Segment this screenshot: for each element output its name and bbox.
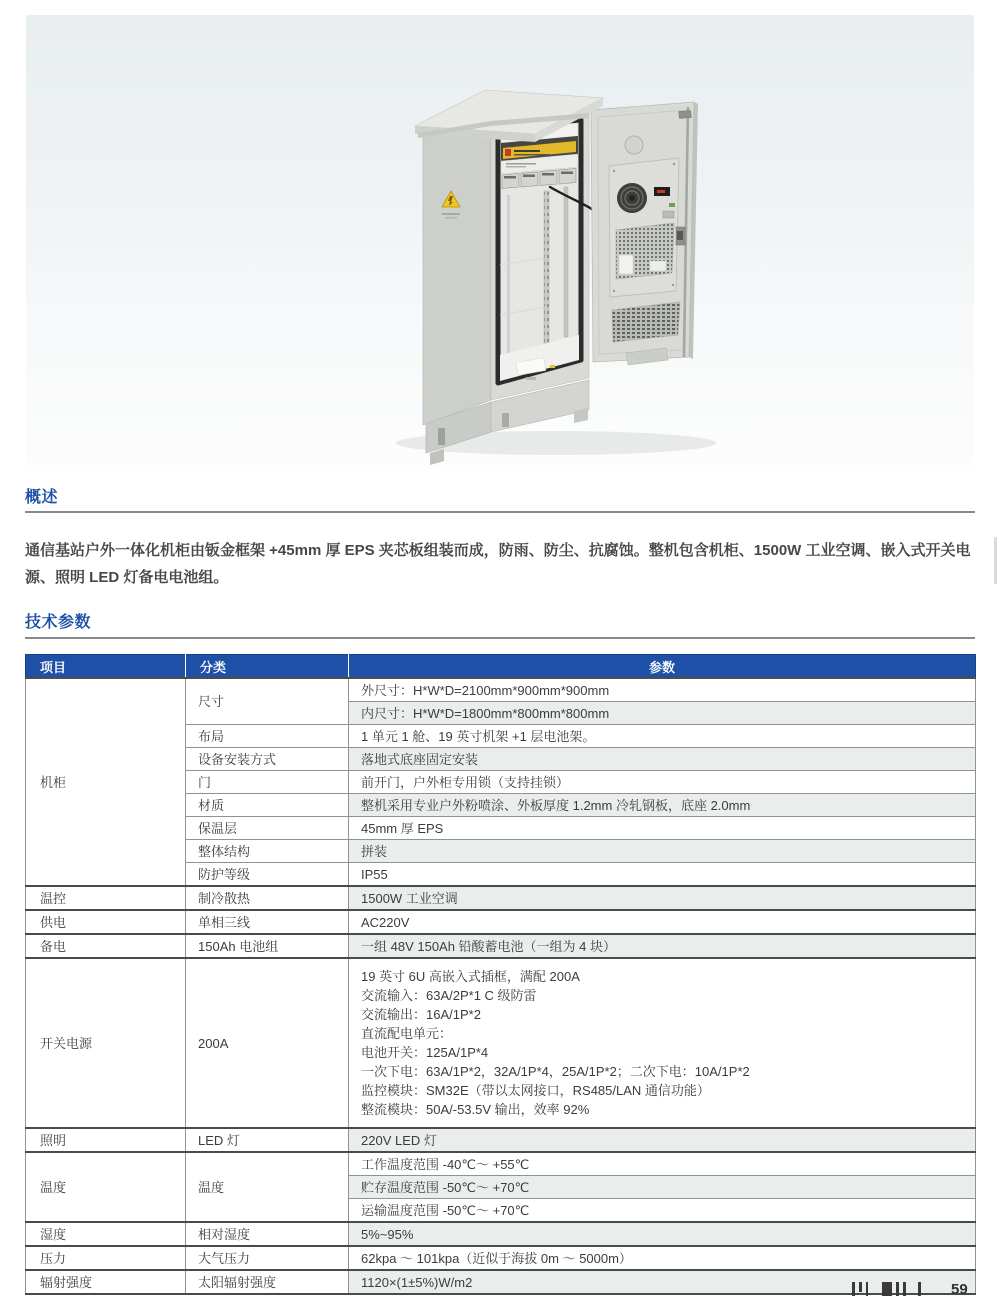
spec-item-cell: 温度 xyxy=(26,1152,186,1222)
spec-param-line: 一次下电：63A/1P*2，32A/1P*4，25A/1P*2；二次下电：10A/1P*2 xyxy=(361,1064,750,1079)
spec-param-cell: 一组 48V 150Ah 铅酸蓄电池（一组为 4 块） xyxy=(349,934,976,958)
product-photo xyxy=(26,15,974,470)
specs-heading-rule xyxy=(25,637,975,639)
spec-category-cell: 单相三线 xyxy=(186,910,349,934)
spec-item-cell: 照明 xyxy=(26,1128,186,1152)
spec-param-cell: 工作温度范围 -40℃～ +55℃ xyxy=(349,1152,976,1176)
spec-param-cell: 62kpa ～ 101kpa（近似于海拔 0m ～ 5000m） xyxy=(349,1246,976,1270)
spec-category-cell: 尺寸 xyxy=(186,678,349,725)
footer-wordmark xyxy=(852,1282,921,1296)
overview-paragraph: 通信基站户外一体化机柜由钣金框架 +45mm 厚 EPS 夹芯板组装而成，防雨、防尘、抗腐蚀。整机包含机柜、1500W 工业空调、嵌入式开关电源、照明 LED 灯备电电池组。 xyxy=(25,542,971,586)
spec-param-line: 19 英寸 6U 高嵌入式插框，满配 200A xyxy=(361,969,580,984)
spec-param-line: 交流输入：63A/2P*1 C 级防雷 xyxy=(361,988,537,1003)
spec-param-cell: 落地式底座固定安装 xyxy=(349,748,976,771)
spec-item-cell: 辐射强度 xyxy=(26,1270,186,1294)
specs-heading: 技术参数 xyxy=(25,614,92,631)
spec-param-cell: 内尺寸：H*W*D=1800mm*800mm*800mm xyxy=(349,702,976,725)
ac-connector xyxy=(663,211,674,218)
spec-category-cell: 整体结构 xyxy=(186,840,349,863)
overview-heading: 概述 xyxy=(25,489,59,506)
overview-heading-rule xyxy=(25,511,975,513)
spec-item-cell: 机柜 xyxy=(26,678,186,886)
spec-category-cell: 相对湿度 xyxy=(186,1222,349,1246)
spec-param-cell: 拼装 xyxy=(349,840,976,863)
ac-display xyxy=(654,187,670,196)
spec-param-cell: 1120×(1±5%)W/m2 xyxy=(349,1270,976,1294)
air-conditioner xyxy=(609,158,679,297)
spec-param-line: 直流配电单元： xyxy=(361,1026,453,1041)
spec-item-cell: 温控 xyxy=(26,886,186,910)
spec-param-cell: 外尺寸：H*W*D=2100mm*900mm*900mm xyxy=(349,678,976,702)
spec-param-cell: 1 单元 1 舱、19 英寸机架 +1 层电池架。 xyxy=(349,725,976,748)
spec-col-header: 参数 xyxy=(349,655,976,679)
spec-item-cell: 供电 xyxy=(26,910,186,934)
footer-page-number: 59 xyxy=(951,1281,968,1298)
spec-param-cell xyxy=(349,958,976,1128)
spec-category-cell: 150Ah 电池组 xyxy=(186,934,349,958)
spec-category-cell: 保温层 xyxy=(186,817,349,840)
spec-item-cell: 开关电源 xyxy=(26,958,186,1128)
cabinet-left-panel xyxy=(423,118,491,425)
spec-item-cell: 湿度 xyxy=(26,1222,186,1246)
spec-param-cell: 整机采用专业户外粉喷涂、外板厚度 1.2mm 冷轧钢板，底座 2.0mm xyxy=(349,794,976,817)
ac-label-green xyxy=(669,203,675,207)
spec-param-line: 电池开关：125A/1P*4 xyxy=(361,1045,489,1060)
spec-category-cell: 制冷散热 xyxy=(186,886,349,910)
page-footer xyxy=(0,1270,1000,1298)
spec-param-line: 整流模块：50A/-53.5V 输出，效率 92% xyxy=(361,1102,590,1117)
spec-category-cell: 大气压力 xyxy=(186,1246,349,1270)
spec-category-cell: 温度 xyxy=(186,1152,349,1222)
spec-item-cell: 备电 xyxy=(26,934,186,958)
spec-param-cell: 前开门，户外柜专用锁（支持挂锁） xyxy=(349,771,976,794)
spec-category-cell: 布局 xyxy=(186,725,349,748)
cabinet-door xyxy=(591,102,698,365)
spec-category-cell: 设备安装方式 xyxy=(186,748,349,771)
spec-category-cell: 200A xyxy=(186,958,349,1128)
cabinet-illustration xyxy=(26,15,974,470)
spec-item-cell: 压力 xyxy=(26,1246,186,1270)
ac-fan-grille xyxy=(617,183,647,213)
spec-category-cell: 材质 xyxy=(186,794,349,817)
spec-col-header: 分类 xyxy=(186,655,349,679)
spec-param-cell: 45mm 厚 EPS xyxy=(349,817,976,840)
cabinet-interior xyxy=(498,120,581,383)
spec-param-cell: 运输温度范围 -50℃～ +70℃ xyxy=(349,1199,976,1223)
door-cable-hole xyxy=(625,136,643,154)
right-edge-artifact xyxy=(994,537,997,584)
spec-category-cell: 太阳辐射强度 xyxy=(186,1270,349,1294)
rack-rail xyxy=(544,191,549,343)
spec-param-line: 交流输出：16A/1P*2 xyxy=(361,1007,481,1022)
spec-category-cell: 门 xyxy=(186,771,349,794)
spec-col-header: 项目 xyxy=(26,655,186,679)
spec-param-cell: IP55 xyxy=(349,863,976,887)
spec-table xyxy=(25,654,976,1295)
spec-param-cell: 贮存温度范围 -50℃～ +70℃ xyxy=(349,1176,976,1199)
spec-param-cell: 1500W 工业空调 xyxy=(349,886,976,910)
spec-category-cell: 防护等级 xyxy=(186,863,349,887)
spec-param-line: 监控模块：SM32E（带以太网接口，RS485/LAN 通信功能） xyxy=(361,1083,710,1098)
spec-param-cell: AC220V xyxy=(349,910,976,934)
spec-table-container xyxy=(25,654,975,1295)
spec-category-cell: LED 灯 xyxy=(186,1128,349,1152)
spec-param-cell: 220V LED 灯 xyxy=(349,1128,976,1152)
spec-param-cell: 5%~95% xyxy=(349,1222,976,1246)
